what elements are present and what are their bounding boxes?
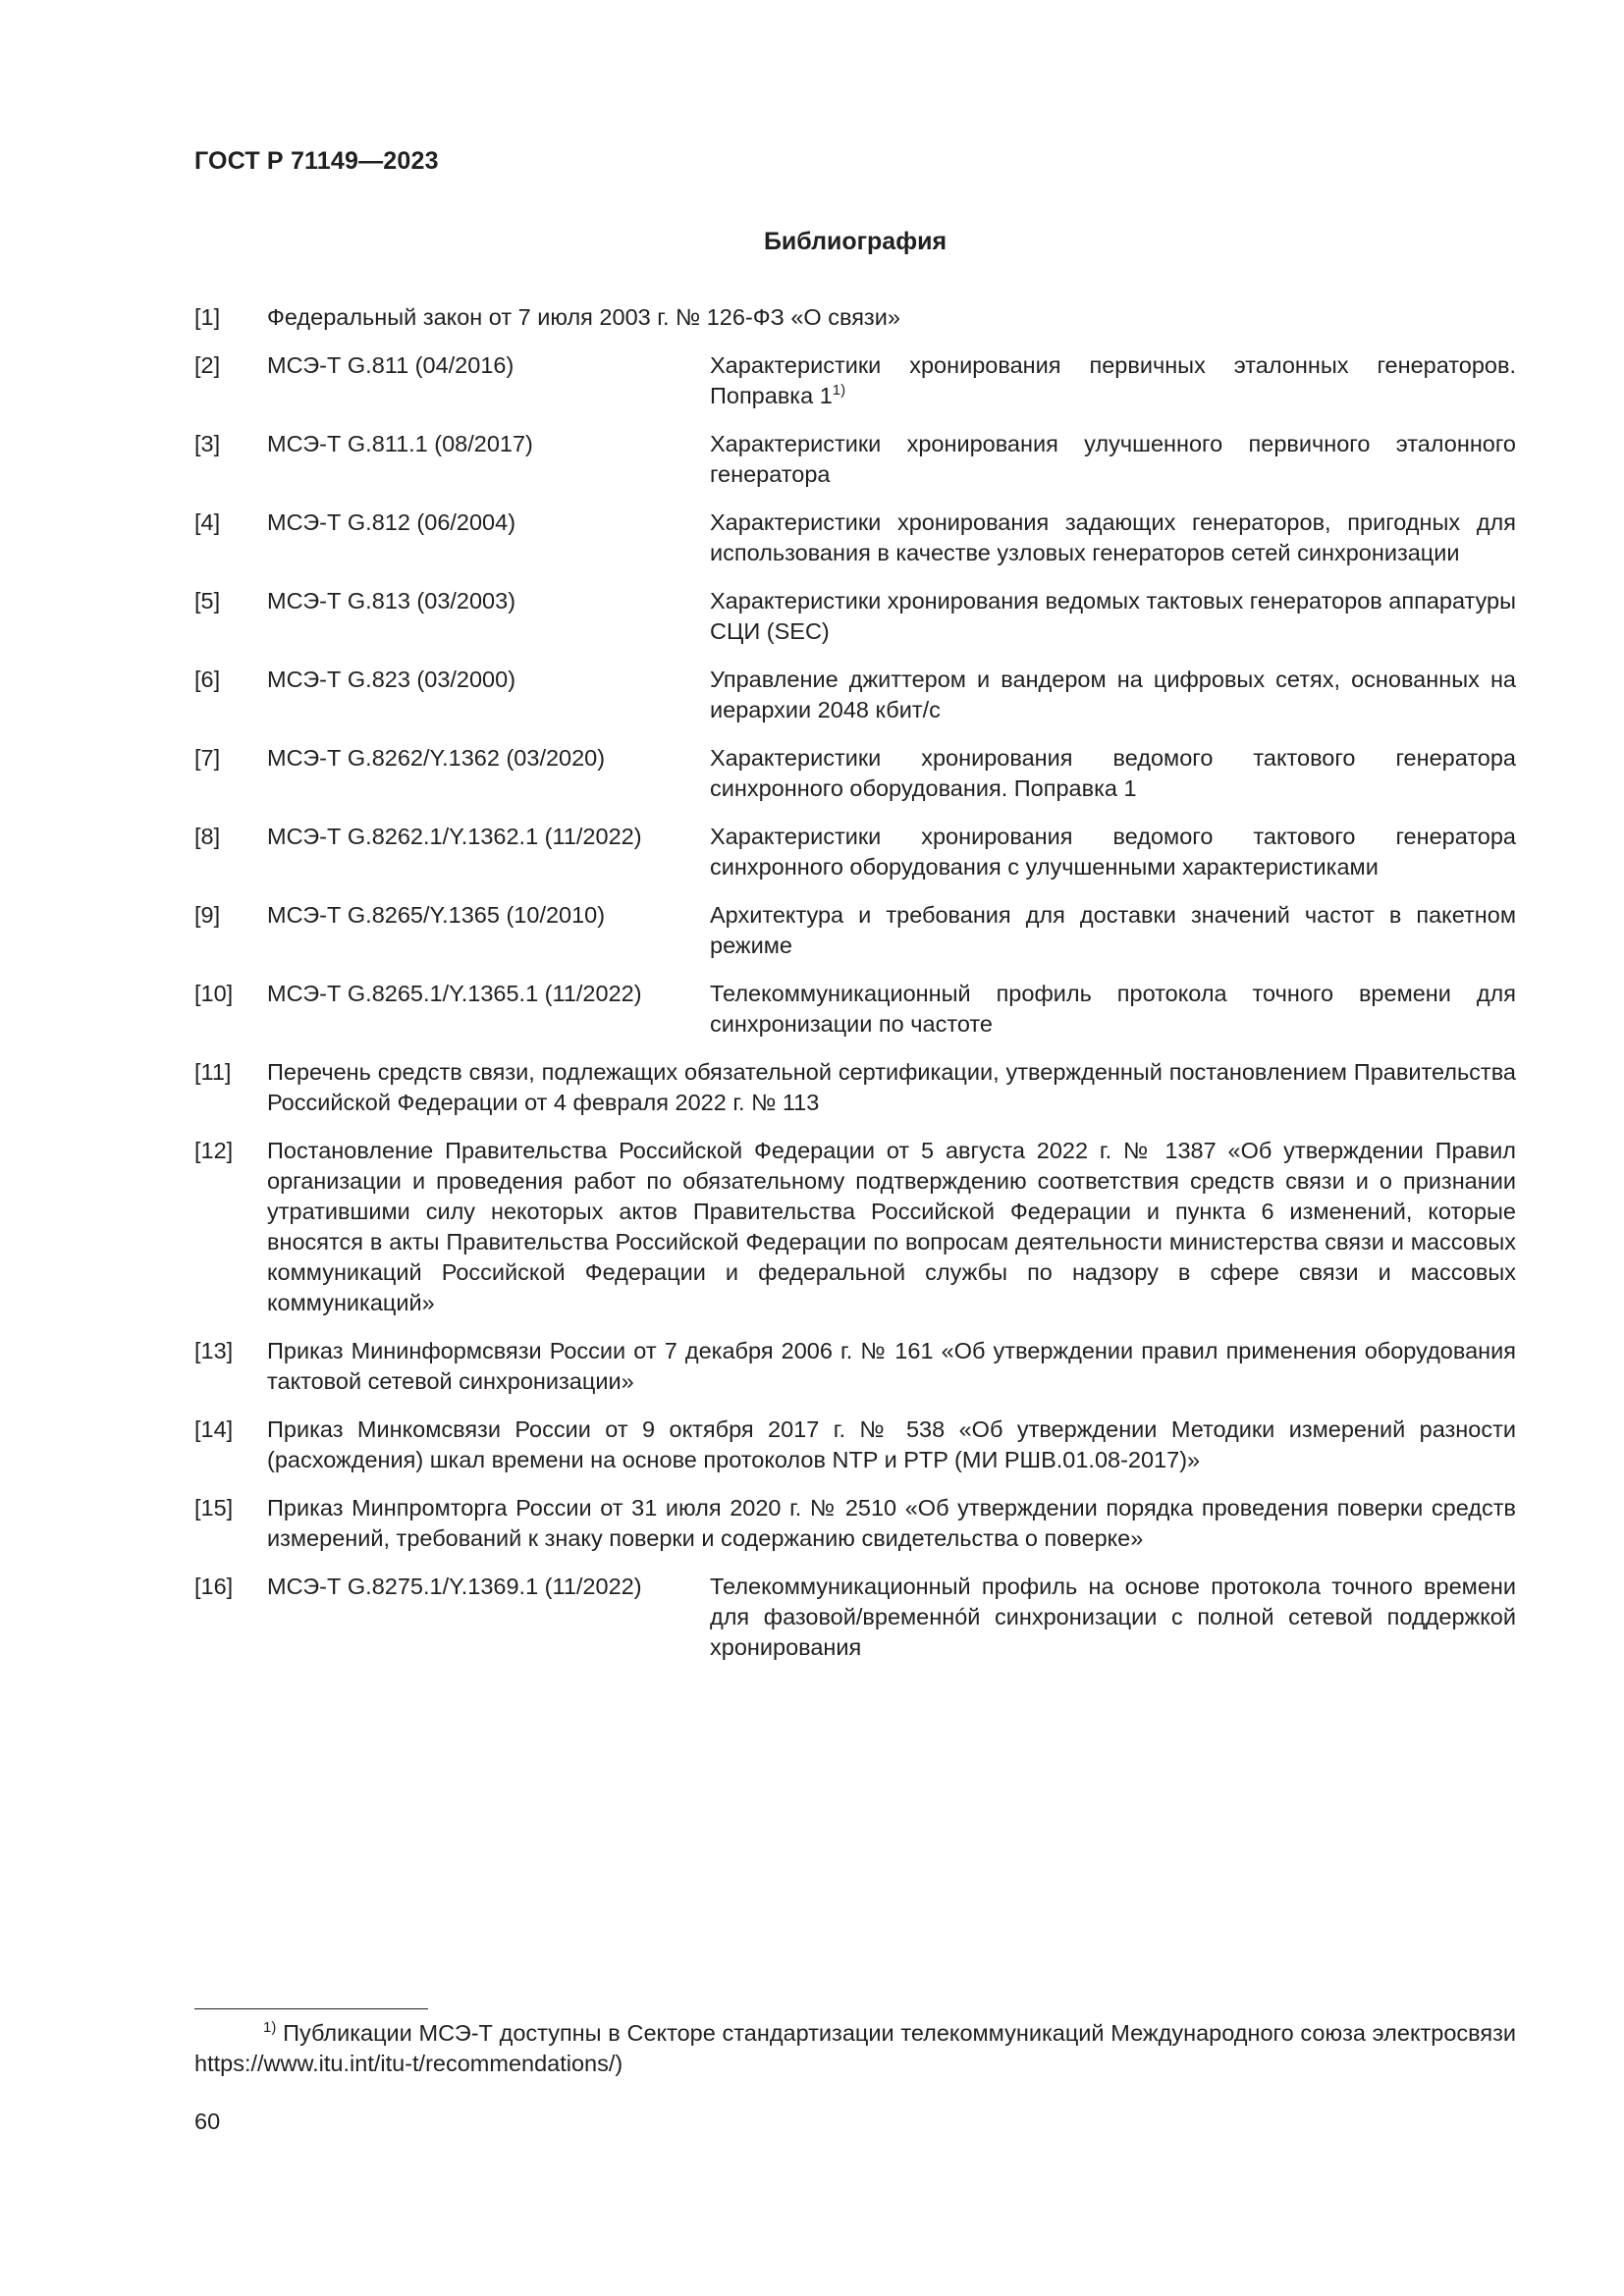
entry-code: МСЭ-Т G.823 (03/2000) bbox=[267, 667, 516, 692]
entry-description: Характеристики хронирования задающих генераторов, пригодных для использования в качестве узловых генераторов сетей синхронизации bbox=[710, 509, 1516, 565]
entry-code: МСЭ-Т G.8265.1/Y.1365.1 (11/2022) bbox=[267, 981, 642, 1006]
entry-number: [6] bbox=[194, 667, 221, 692]
bibliography-entry-8 bbox=[194, 822, 1516, 882]
bibliography-entry-1 bbox=[194, 302, 1516, 333]
entry-description: Характеристики хронирования улучшенного первичного эталонного генератора bbox=[710, 431, 1516, 487]
entry-description: Характеристики хронирования ведомых тактовых генераторов аппаратуры СЦИ (SEC) bbox=[710, 588, 1516, 644]
bibliography-entry-4 bbox=[194, 507, 1516, 568]
entry-code: МСЭ-Т G.8275.1/Y.1369.1 (11/2022) bbox=[267, 1574, 642, 1599]
entry-description: Архитектура и требования для доставки значений частот в пакетном режиме bbox=[710, 902, 1516, 958]
entry-number: [12] bbox=[194, 1138, 234, 1163]
entry-number: [14] bbox=[194, 1416, 234, 1442]
entry-code: МСЭ-Т G.811.1 (08/2017) bbox=[267, 431, 533, 456]
bibliography-title: Библиография bbox=[763, 228, 947, 255]
entry-code: МСЭ-Т G.811 (04/2016) bbox=[267, 352, 514, 378]
entry-text: Приказ Минкомсвязи России от 9 октября 2017 г. № 538 «Об утверждении Методики измерений разности (расхождения) шкал времени на основе протоколов NTP и PTP (МИ РШВ.01.08-2017)» bbox=[267, 1416, 1516, 1472]
bibliography-entry-7 bbox=[194, 743, 1516, 804]
entry-description: Телекоммуникационный профиль протокола точного времени для синхронизации по частоте bbox=[710, 981, 1516, 1037]
entry-code: МСЭ-Т G.8262/Y.1362 (03/2020) bbox=[267, 745, 606, 771]
entry-description: Телекоммуникационный профиль на основе протокола точного времени для фазовой/временнóй синхронизации с полной сетевой поддержкой хронирования bbox=[710, 1574, 1516, 1660]
entry-number: [16] bbox=[194, 1574, 234, 1599]
entry-text: Федеральный закон от 7 июля 2003 г. № 126-ФЗ «О связи» bbox=[267, 304, 900, 330]
entry-number: [7] bbox=[194, 745, 221, 771]
entry-number: [9] bbox=[194, 902, 221, 928]
footnote bbox=[194, 2018, 1516, 2079]
entry-number: [13] bbox=[194, 1338, 234, 1363]
bibliography-entry-14 bbox=[194, 1415, 1516, 1475]
bibliography-list bbox=[194, 302, 1516, 1681]
bibliography-entry-16 bbox=[194, 1572, 1516, 1663]
entry-number: [1] bbox=[194, 304, 221, 330]
entry-number: [8] bbox=[194, 824, 221, 849]
footnote-mark: 1) bbox=[263, 2019, 277, 2036]
bibliography-entry-6 bbox=[194, 665, 1516, 725]
entry-code: МСЭ-Т G.812 (06/2004) bbox=[267, 509, 516, 535]
entry-code: МСЭ-Т G.8262.1/Y.1362.1 (11/2022) bbox=[267, 824, 642, 849]
entry-description-text: Характеристики хронирования первичных эталонных генераторов. Поправка 1 bbox=[710, 352, 1516, 408]
entry-description: Характеристики хронирования ведомого тактового генератора синхронного оборудования с улучшенными характеристиками bbox=[710, 824, 1516, 880]
entry-text: Перечень средств связи, подлежащих обязательной сертификации, утвержденный постановлением Правительства Российской Федерации от 4 февраля 2022 г. № 113 bbox=[267, 1059, 1516, 1115]
entry-description: Характеристики хронирования ведомого тактового генератора синхронного оборудования. Поправка 1 bbox=[710, 745, 1516, 801]
entry-text: Приказ Минпромторга России от 31 июля 2020 г. № 2510 «Об утверждении порядка проведения поверки средств измерений, требований к знаку поверки и содержанию свидетельства о поверке» bbox=[267, 1495, 1516, 1551]
entry-number: [3] bbox=[194, 431, 221, 456]
bibliography-entry-13 bbox=[194, 1336, 1516, 1397]
bibliography-entry-11 bbox=[194, 1057, 1516, 1118]
bibliography-entry-9 bbox=[194, 900, 1516, 961]
entry-text: Приказ Мининформсвязи России от 7 декабря 2006 г. № 161 «Об утверждении правил применения оборудования тактовой сетевой синхронизации» bbox=[267, 1338, 1516, 1394]
entry-number: [5] bbox=[194, 588, 221, 614]
entry-number: [15] bbox=[194, 1495, 234, 1521]
bibliography-entry-15 bbox=[194, 1493, 1516, 1554]
entry-number: [4] bbox=[194, 509, 221, 535]
entry-text: Постановление Правительства Российской Федерации от 5 августа 2022 г. № 1387 «Об утверждении Правил организации и проведения работ по обязательному подтверждению соответствия средств связи и о признании утратившими силу некоторых актов Правительства Российской Федерации и пункта 6 изменений, которые вносятся в акты Правительства Российской Федерации по вопросам деятельности министерства связи и массовых коммуникаций Российской Федерации и федеральной службы по надзору в сфере связи и массовых коммуникаций» bbox=[267, 1138, 1516, 1315]
entry-description: Управление джиттером и вандером на цифровых сетях, основанных на иерархии 2048 кбит/с bbox=[710, 667, 1516, 722]
entry-number: [10] bbox=[194, 981, 234, 1006]
bibliography-entry-3 bbox=[194, 429, 1516, 490]
entry-code: МСЭ-Т G.8265/Y.1365 (10/2010) bbox=[267, 902, 606, 928]
bibliography-entry-2 bbox=[194, 350, 1516, 411]
page-number: 60 bbox=[194, 2109, 221, 2134]
document-code: ГОСТ Р 71149—2023 bbox=[194, 147, 439, 175]
bibliography-entry-5 bbox=[194, 586, 1516, 647]
footnote-divider bbox=[194, 2008, 428, 2009]
entry-number: [11] bbox=[194, 1059, 232, 1085]
footnote-reference: 1) bbox=[832, 382, 846, 399]
entry-number: [2] bbox=[194, 352, 221, 378]
bibliography-entry-12 bbox=[194, 1136, 1516, 1318]
entry-description bbox=[710, 350, 1516, 411]
bibliography-entry-10 bbox=[194, 979, 1516, 1040]
footnote-text: Публикации МСЭ-Т доступны в Секторе стандартизации телекоммуникаций Международного союза электросвязи https://www.itu.int/itu-t/recommendations/) bbox=[194, 2020, 1516, 2076]
entry-code: МСЭ-Т G.813 (03/2003) bbox=[267, 588, 516, 614]
